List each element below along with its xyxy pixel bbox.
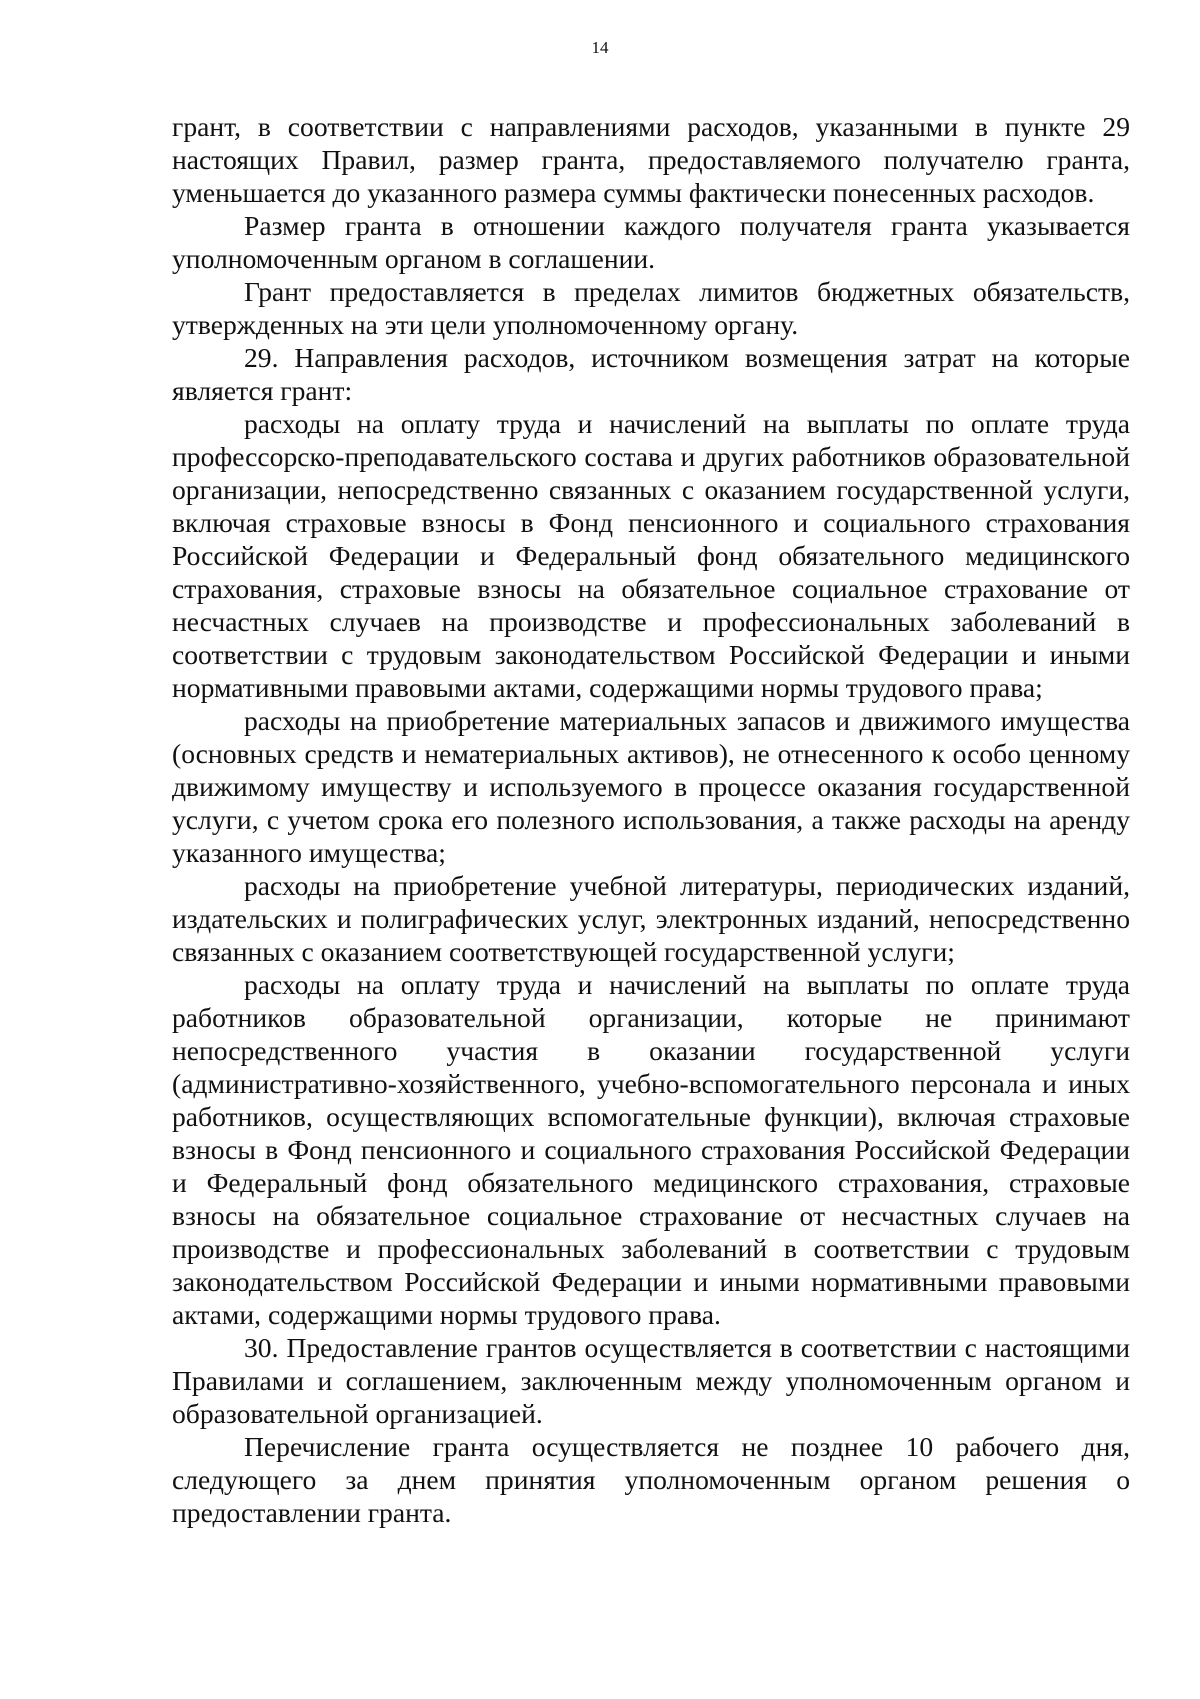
- paragraph-expense-support-staff: расходы на оплату труда и начислений на выплаты по оплате труда работников образовательной организации, которые не принимают непосредственного участия в оказании государственной услуги (административно-хозяйственного, учебно-вспомогательного персонала и иных работников, осуществляющих вспомогательные функции), включая страховые взносы в Фонд пенсионного и социального страхования Российской Федерации и Федеральный фонд обязательного медицинского страхования, страховые взносы на обязательное социальное страхование от несчастных случаев на производстве и профессиональных заболеваний в соответствии с трудовым законодательством Российской Федерации и иными нормативными правовыми актами, содержащими нормы трудового права.: [172, 969, 1130, 1330]
- paragraph-grant-reduction: грант, в соответствии с направлениями расходов, указанными в пункте 29 настоящих Правил, размер гранта, предоставляемого получателю гранта, уменьшается до указанного размера суммы фактически понесенных расходов.: [172, 111, 1130, 208]
- paragraph-item-29-heading: 29. Направления расходов, источником возмещения затрат на которые является грант:: [172, 342, 1130, 406]
- paragraph-expense-teaching-staff: расходы на оплату труда и начислений на выплаты по оплате труда профессорско-преподавательского состава и других работников образовательной организации, непосредственно связанных с оказанием государственной услуги, включая страховые взносы в Фонд пенсионного и социального страхования Российской Федерации и Федеральный фонд обязательного медицинского страхования, страховые взносы на обязательное социальное страхование от несчастных случаев на производстве и профессиональных заболеваний в соответствии с трудовым законодательством Российской Федерации и иными нормативными правовыми актами, содержащими нормы трудового права;: [172, 408, 1130, 703]
- paragraph-grant-size: Размер гранта в отношении каждого получателя гранта указывается уполномоченным органом в соглашении.: [172, 210, 1130, 274]
- page-number: 14: [591, 38, 609, 57]
- paragraph-grant-transfer: Перечисление гранта осуществляется не позднее 10 рабочего дня, следующего за днем принятия уполномоченным органом решения о предоставлении гранта.: [172, 1431, 1130, 1528]
- paragraph-item-30: 30. Предоставление грантов осуществляется в соответствии с настоящими Правилами и соглашением, заключенным между уполномоченным органом и образовательной организацией.: [172, 1332, 1130, 1429]
- paragraph-expense-literature: расходы на приобретение учебной литературы, периодических изданий, издательских и полиграфических услуг, электронных изданий, непосредственно связанных с оказанием соответствующей государственной услуги;: [172, 870, 1130, 967]
- paragraph-expense-materials: расходы на приобретение материальных запасов и движимого имущества (основных средств и нематериальных активов), не отнесенного к особо ценному движимому имуществу и используемого в процессе оказания государственной услуги, с учетом срока его полезного использования, а также расходы на аренду указанного имущества;: [172, 705, 1130, 868]
- paragraph-grant-limits: Грант предоставляется в пределах лимитов бюджетных обязательств, утвержденных на эти цели уполномоченному органу.: [172, 276, 1130, 340]
- document-body: [172, 110, 1130, 1529]
